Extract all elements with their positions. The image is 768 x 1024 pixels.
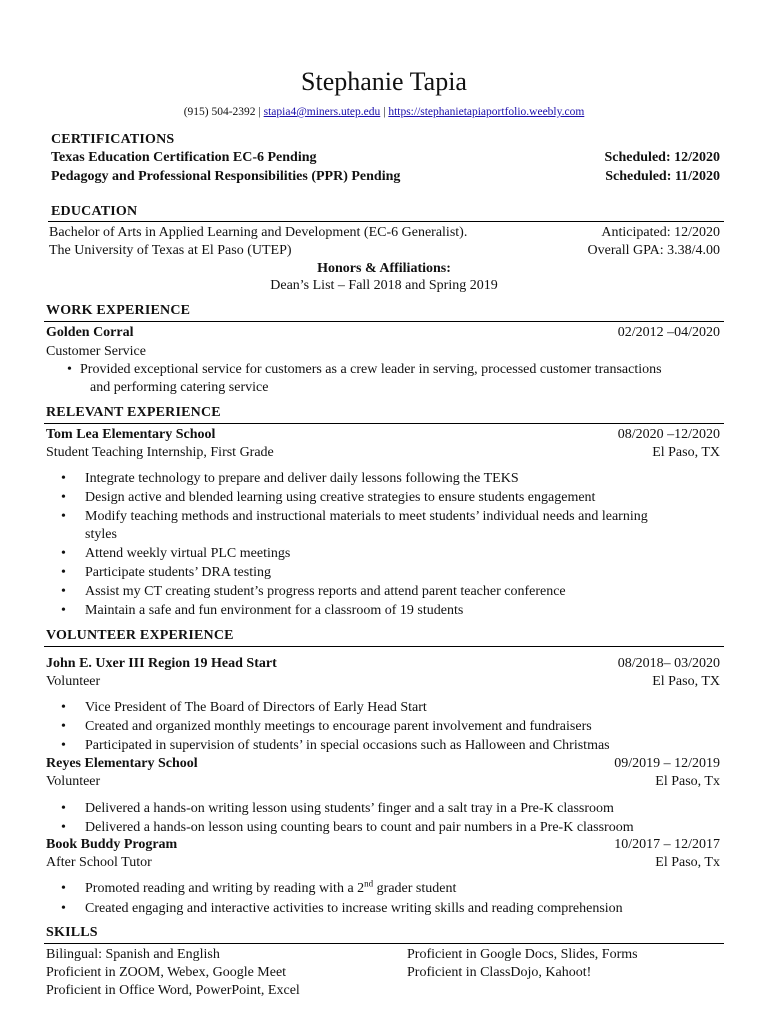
section-divider bbox=[44, 646, 724, 647]
relevant-bullet: • Participate students’ DRA testing bbox=[85, 564, 720, 582]
skill-item: Proficient in Google Docs, Slides, Forms bbox=[407, 947, 638, 962]
phone-number: (915) 504-2392 bbox=[183, 106, 256, 118]
skill-item: Bilingual: Spanish and English bbox=[46, 947, 220, 962]
volunteer-bullet: • Vice President of The Board of Directors of Early Head Start bbox=[85, 699, 720, 717]
relevant-dates: 08/2020 –12/2020 bbox=[617, 427, 720, 442]
employer: Tom Lea Elementary School bbox=[46, 427, 216, 442]
certifications-heading: CERTIFICATIONS bbox=[51, 132, 175, 147]
volunteer-org: Book Buddy Program bbox=[46, 837, 178, 852]
volunteer-org: John E. Uxer III Region 19 Head Start bbox=[46, 656, 277, 671]
volunteer-location: El Paso, TX bbox=[652, 674, 720, 689]
bullet-icon: • bbox=[67, 362, 72, 377]
volunteer-bullet: • Delivered a hands-on lesson using counting bears to count and pair numbers in a Pre-K classroom bbox=[85, 819, 720, 837]
work-bullet-continuation: and performing catering service bbox=[90, 380, 269, 395]
section-divider bbox=[44, 423, 724, 424]
volunteer-dates: 09/2019 – 12/2019 bbox=[614, 756, 720, 771]
volunteer-bullet: • Created engaging and interactive activities to increase writing skills and reading comprehension bbox=[85, 900, 720, 918]
volunteer-role: Volunteer bbox=[46, 774, 101, 789]
contact-line bbox=[0, 104, 768, 120]
skill-item: Proficient in Office Word, PowerPoint, Excel bbox=[46, 983, 300, 998]
relevant-bullet: • Integrate technology to prepare and deliver daily lessons following the TEKS bbox=[85, 470, 720, 488]
volunteer-location: El Paso, Tx bbox=[655, 855, 720, 870]
volunteer-bullet: • Promoted reading and writing by reading with a 2nd grader student bbox=[85, 880, 720, 898]
volunteer-bullet: • Delivered a hands-on writing lesson using students’ finger and a salt tray in a Pre-K classroom bbox=[85, 800, 720, 818]
school: The University of Texas at El Paso (UTEP) bbox=[49, 243, 292, 258]
skill-item: Proficient in ZOOM, Webex, Google Meet bbox=[46, 965, 287, 980]
relevant-bullet: • Modify teaching methods and instructional materials to meet students’ individual needs and learning bbox=[85, 508, 720, 526]
degree-date: Anticipated: 12/2020 bbox=[601, 225, 720, 240]
skill-item: Proficient in ClassDojo, Kahoot! bbox=[407, 965, 592, 980]
volunteer-bullet: • Created and organized monthly meetings to encourage parent involvement and fundraisers bbox=[85, 718, 720, 736]
honors-text: Dean’s List – Fall 2018 and Spring 2019 bbox=[270, 278, 498, 293]
section-divider bbox=[44, 943, 724, 944]
work-dates: 02/2012 –04/2020 bbox=[617, 325, 720, 340]
certification-date: Scheduled: 11/2020 bbox=[605, 169, 720, 184]
volunteer-org: Reyes Elementary School bbox=[46, 756, 198, 771]
relevant-location: El Paso, TX bbox=[652, 445, 720, 460]
volunteer-dates: 08/2018– 03/2020 bbox=[617, 656, 720, 671]
volunteer-role: After School Tutor bbox=[46, 855, 152, 870]
certification-name: Texas Education Certification EC-6 Pending bbox=[51, 150, 317, 165]
relevant-bullet: • Design active and blended learning using creative strategies to ensure students engagement bbox=[85, 489, 720, 507]
separator: | bbox=[255, 106, 264, 118]
skills-heading: SKILLS bbox=[46, 925, 98, 940]
resume-name: Stephanie Tapia bbox=[301, 67, 467, 96]
relevant-bullet: • Maintain a safe and fun environment for a classroom of 19 students bbox=[85, 602, 720, 620]
volunteer-dates: 10/2017 – 12/2017 bbox=[614, 837, 720, 852]
volunteer-heading: VOLUNTEER EXPERIENCE bbox=[46, 628, 234, 643]
education-heading: EDUCATION bbox=[51, 204, 138, 219]
section-divider bbox=[48, 221, 724, 222]
relevant-heading: RELEVANT EXPERIENCE bbox=[46, 405, 221, 420]
website-link[interactable]: https://stephanietapiaportfolio.weebly.com bbox=[388, 106, 585, 118]
relevant-bullet: • Attend weekly virtual PLC meetings bbox=[85, 545, 720, 563]
employer: Golden Corral bbox=[46, 325, 134, 340]
separator: | bbox=[380, 106, 389, 118]
gpa: Overall GPA: 3.38/4.00 bbox=[587, 243, 720, 258]
degree: Bachelor of Arts in Applied Learning and Development (EC-6 Generalist). bbox=[49, 225, 468, 240]
work-heading: WORK EXPERIENCE bbox=[46, 303, 191, 318]
volunteer-bullet: • Participated in supervision of students’ in special occasions such as Halloween and Christmas bbox=[85, 737, 720, 755]
volunteer-role: Volunteer bbox=[46, 674, 101, 689]
relevant-bullet: • Assist my CT creating student’s progress reports and attend parent teacher conference bbox=[85, 583, 720, 601]
relevant-role: Student Teaching Internship, First Grade bbox=[46, 445, 274, 460]
work-role: Customer Service bbox=[46, 344, 146, 359]
volunteer-location: El Paso, Tx bbox=[655, 774, 720, 789]
work-bullet: • Provided exceptional service for customers as a crew leader in serving, processed customer transactions bbox=[67, 362, 662, 377]
email-link[interactable]: stapia4@miners.utep.edu bbox=[263, 106, 381, 118]
superscript: nd bbox=[364, 878, 374, 889]
certification-name: Pedagogy and Professional Responsibilities (PPR) Pending bbox=[51, 169, 401, 184]
honors-heading: Honors & Affiliations: bbox=[317, 261, 451, 276]
certification-date: Scheduled: 12/2020 bbox=[604, 150, 720, 165]
section-divider bbox=[44, 321, 724, 322]
relevant-bullet-continuation: styles bbox=[85, 527, 117, 542]
